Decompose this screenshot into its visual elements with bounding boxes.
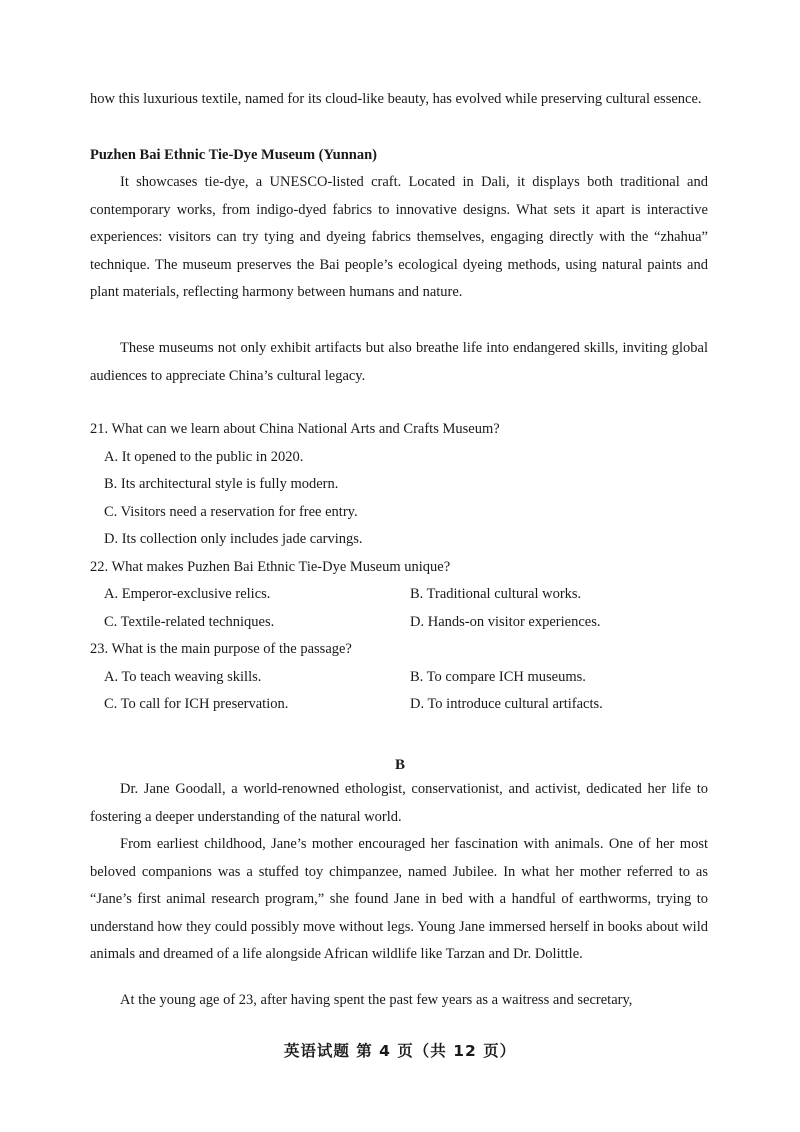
question-22-option-b: B. Traditional cultural works. [410, 586, 582, 602]
museum-paragraph: It showcases tie-dye, a UNESCO-listed craft. Located in Dali, it displays both traditional and contemporary works, from indigo-dyed fabrics to innovative designs. What sets it apart is interactive experiences: visitors can try tying and dyeing fabrics themselves, engaging directly with the “zhahua” technique. The museum preserves the Bai people’s ecological dyeing methods, using natural paints and plant materials, reflecting harmony between humans and nature. [90, 174, 708, 300]
passage-b-paragraph-3: At the young age of 23, after having spent the past few years as a waitress and secretary, [120, 992, 633, 1008]
question-23-option-b: B. To compare ICH museums. [410, 669, 586, 685]
passage-b-paragraph-1: Dr. Jane Goodall, a world-renowned ethologist, conservationist, and activist, dedicated her life to fostering a deeper understanding of the natural world. [90, 781, 708, 825]
question-23-option-d: D. To introduce cultural artifacts. [410, 696, 603, 712]
question-22-option-a: A. Emperor-exclusive relics. [104, 586, 271, 602]
passage-b-paragraph-2: From earliest childhood, Jane’s mother encouraged her fascination with animals. One of her most beloved companions was a stuffed toy chimpanzee, named Jubilee. In what her mother referred to as “Jane’s first animal research program,” she found Jane in bed with a handful of earthworms, trying to understand how they could possibly move without legs. Young Jane immersed herself in books about wild animals and dreamed of a life alongside African wildlife like Tarzan and Dr. Dolittle. [90, 836, 708, 962]
question-22-stem: 22. What makes Puzhen Bai Ethnic Tie-Dye Museum unique? [90, 559, 451, 575]
question-22-option-c: C. Textile-related techniques. [104, 614, 275, 630]
question-21-option-d: D. Its collection only includes jade carvings. [104, 531, 363, 547]
section-b-label: B [394, 757, 405, 773]
question-22-option-d: D. Hands-on visitor experiences. [410, 614, 601, 630]
question-21-stem: 21. What can we learn about China National Arts and Crafts Museum? [90, 421, 500, 437]
question-23-option-a: A. To teach weaving skills. [104, 669, 262, 685]
closing-paragraph: These museums not only exhibit artifacts but also breathe life into endangered skills, inviting global audiences to appreciate China’s cultural legacy. [90, 340, 708, 384]
museum-heading: Puzhen Bai Ethnic Tie-Dye Museum (Yunnan) [90, 147, 377, 163]
question-21-option-c: C. Visitors need a reservation for free entry. [104, 504, 358, 520]
page-footer: 英语试题 第 4 页（共 12 页） [283, 1042, 517, 1060]
question-21-option-b: B. Its architectural style is fully modern. [104, 476, 339, 492]
question-21-option-a: A. It opened to the public in 2020. [104, 449, 304, 465]
question-23-option-c: C. To call for ICH preservation. [104, 696, 289, 712]
passage-a-continuation: how this luxurious textile, named for its cloud-like beauty, has evolved while preserving cultural essence. [90, 91, 702, 107]
question-23-stem: 23. What is the main purpose of the passage? [90, 641, 352, 657]
